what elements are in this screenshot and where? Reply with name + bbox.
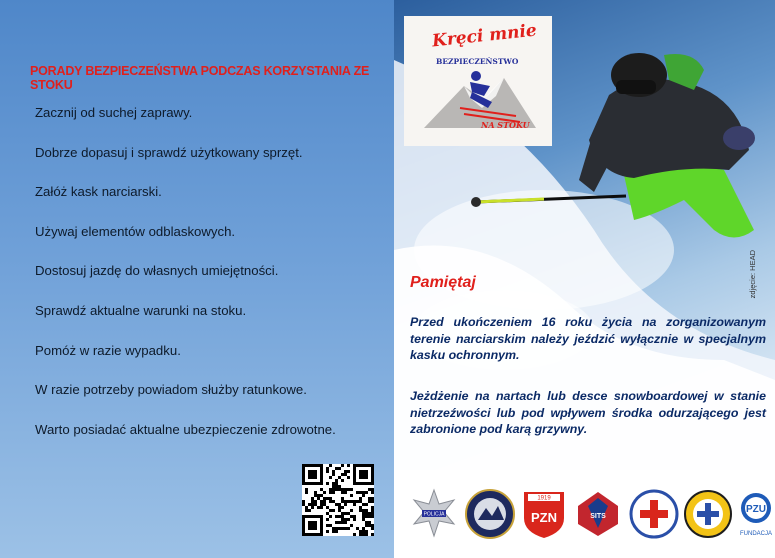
logo-title: Kręci mnie xyxy=(431,20,538,52)
qr-code-image xyxy=(302,464,374,536)
tip-item: Sprawdź aktualne warunki na stoku. xyxy=(35,302,247,318)
tip-item: Używaj elementów odblaskowych. xyxy=(35,223,236,239)
sobriety-rule-paragraph: Jeżdżenie na nartach lub desce snowboardowej w stanie nietrzeźwości lub pod wpływem środka odurzającego jest zabronione pod karą grzywny. xyxy=(410,389,766,436)
photo-credit: zdjęcie: HEAD xyxy=(748,250,757,299)
logo-subtitle: BEZPIECZEŃSTWO xyxy=(436,57,519,66)
tip-item: Pomóż w razie wypadku. xyxy=(35,342,181,358)
police-star-icon xyxy=(408,488,460,540)
tip-item: Załóż kask narciarski. xyxy=(35,184,162,200)
tip-item: Zacznij od suchej zaprawy. xyxy=(35,105,193,120)
tip-item: Dostosuj jazdę do własnych umiejętności. xyxy=(35,263,279,279)
remember-heading: Pamiętaj xyxy=(410,274,476,291)
safety-tips-title: PORADY BEZPIECZEŃSTWA PODCZAS KORZYSTANIA ZE STOKU xyxy=(30,64,370,92)
gopr-cross-icon xyxy=(628,488,680,540)
sits-label: SITS xyxy=(590,513,606,520)
tip-item: W razie potrzeby powiadom służby ratunkowe. xyxy=(35,382,307,398)
stn-emblem-icon xyxy=(464,488,516,540)
tip-item: Warto posiadać aktualne ubezpieczenie zdrowotne. xyxy=(35,421,336,437)
pzn-label: PZN xyxy=(531,510,557,525)
qr-code[interactable] xyxy=(302,464,374,536)
helmet-rule-paragraph: Przed ukończeniem 16 roku życia na zorganizowanym terenie narciarskim należy jeździć wyłącznie w specjalnym kasku ochronnym. xyxy=(410,315,766,362)
sits-icon xyxy=(572,488,624,540)
campaign-logo xyxy=(404,16,552,146)
pzn-shield-icon xyxy=(518,488,570,540)
logo-bottom-text: NA STOKU xyxy=(481,120,530,130)
pzu-sub-label: FUNDACJA xyxy=(739,531,773,537)
pzu-label: PZU xyxy=(746,504,766,515)
safety-tips-list xyxy=(35,104,336,460)
topr-cross-icon xyxy=(682,488,734,540)
pzu-foundation-icon xyxy=(730,488,775,540)
partner-logos-bar xyxy=(394,470,775,558)
police-label: POLICJA xyxy=(423,511,445,518)
pzn-year: 1919 xyxy=(537,495,551,502)
tip-item: Dobrze dopasuj i sprawdź użytkowany sprzęt. xyxy=(35,144,303,160)
